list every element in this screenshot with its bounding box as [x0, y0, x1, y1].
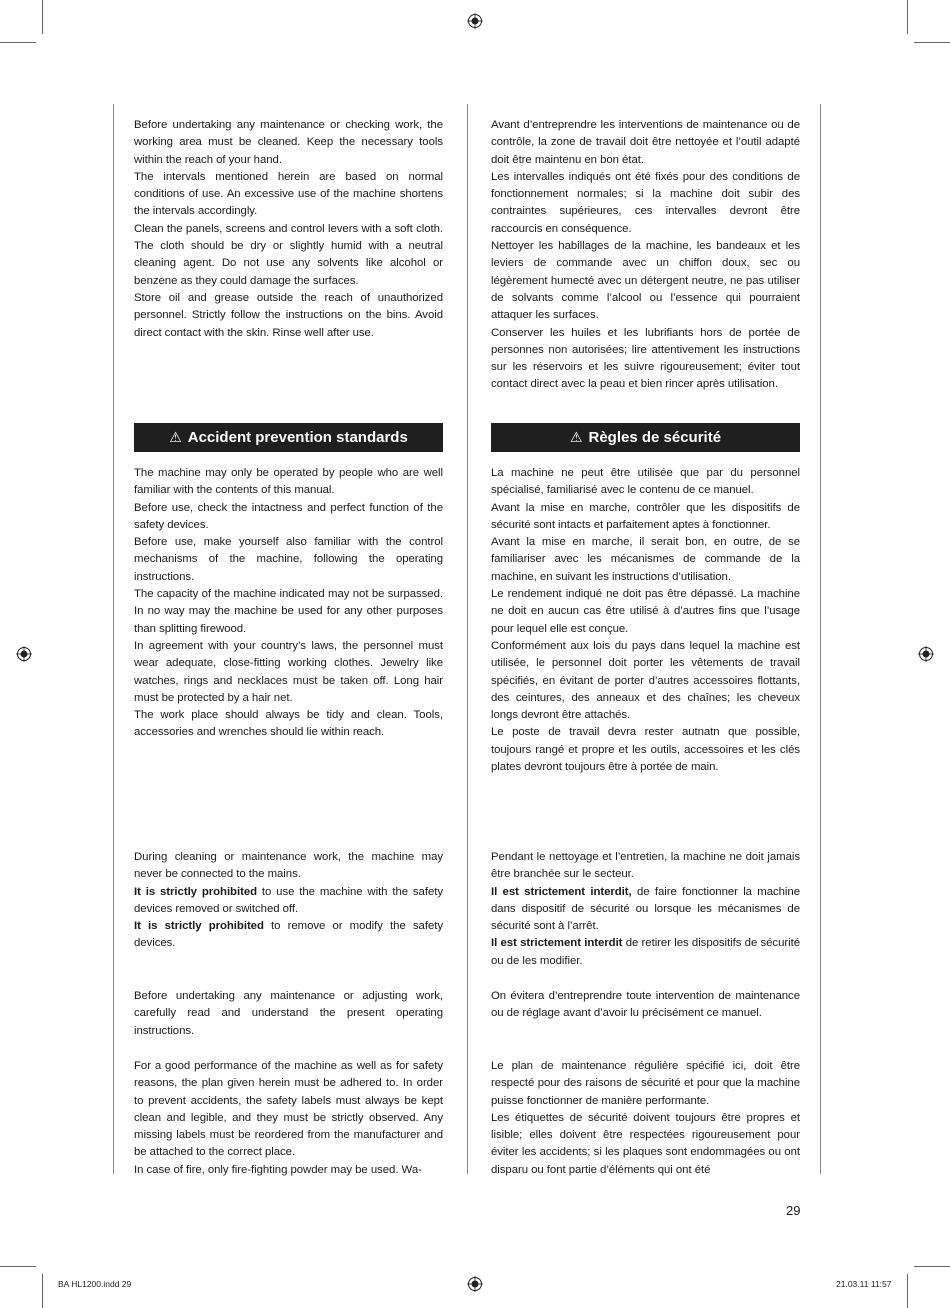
- paragraph: The work place should always be tidy and clean. Tools, accessories and wrenches should lie within reach.: [134, 709, 443, 739]
- paragraph: In case of fire, only fire-fighting powder may be used. Wa-: [134, 1163, 422, 1176]
- paragraph: Before undertaking any maintenance or checking work, the working area must be cleaned. Keep the necessary tools within the reach of your hand.: [134, 119, 443, 166]
- en-accident-section: [134, 465, 443, 742]
- paragraph: Store oil and grease outside the reach of unauthorized personnel. Strictly follow the instructions on the bins. Avoid direct contact with the skin. Rinse well after use.: [134, 291, 443, 339]
- paragraph: Pendant le nettoyage et l’entretien, la machine ne doit jamais être branchée sur le secteur.: [491, 851, 800, 881]
- paragraph: Les intervalles indiqués ont été fixés pour des conditions de fonctionnement normales; si la machine doit subir des contraintes supérieures, ces intervalles devront être raccourcis en conséquence.: [491, 170, 800, 235]
- warning-icon: ⚠: [169, 429, 182, 445]
- registration-mark-icon: [16, 646, 32, 662]
- fr-maintenance-section: [491, 117, 800, 394]
- paragraph: Nettoyer les habillages de la machine, les bandeaux et les leviers de commande avec un chiffon doux, sec ou légèrement humecté avec un détergent neutre, ne pas utiliser de solvants comme l’alcool ou l’essence qui pourraient attaquer les surfaces.: [491, 240, 800, 322]
- column-rule-center: [467, 104, 468, 1174]
- paragraph: During cleaning or maintenance work, the machine may never be connected to the mains.: [134, 851, 443, 881]
- registration-mark-icon: [467, 1276, 483, 1292]
- crop-mark: [42, 1274, 43, 1308]
- bold-prefix: Il est strictement interdit: [491, 937, 623, 950]
- fr-accident-section: [491, 465, 800, 776]
- crop-mark: [914, 42, 950, 43]
- paragraph: For a good performance of the machine as well as for safety reasons, the plan given herein must be adhered to. In order to prevent accidents, the safety labels must always be kept clean and legible, and they must be strictly observed. Any missing labels must be reordered from the manufacturer and be attached to the correct place.: [134, 1060, 443, 1159]
- column-rule-left: [113, 104, 114, 1174]
- paragraph: Il est strictement interdit, de faire fonctionner la machine dans dispositif de sécurité ou lorsque les mécanismes de sécurité sont à l’arrêt.: [491, 885, 800, 933]
- banner-title: Règles de sécurité: [588, 429, 722, 446]
- paragraph: La machine ne peut être utilisée que par du personnel spécialisé, familiarisé avec le contenu de ce manuel.: [491, 467, 800, 497]
- paragraph: Conformément aux lois du pays dans lequel la machine est utilisée, le personnel doit porter les vêtements de travail spécifiés, en évitant de porter d’autres accessoires flottants, des ceintures, des anneaux et des chaînes; les cheveux longs devront être attachés.: [491, 639, 800, 722]
- paragraph: Avant la mise en marche, contrôler que les dispositifs de sécurité sont intacts et parfaitement aptes à fonctionner.: [491, 501, 800, 531]
- bold-prefix: It is strictly prohibited: [134, 920, 264, 933]
- paragraph: It is strictly prohibited to use the machine with the safety devices removed or switched off.: [134, 885, 443, 915]
- en-adjusting-section: [134, 988, 443, 1040]
- en-maintenance-section: [134, 117, 443, 342]
- en-section-banner: [134, 423, 443, 452]
- paragraph: The capacity of the machine indicated may not be surpassed. In no way may the machine be used for any other purposes than splitting firewood.: [134, 588, 443, 635]
- date-slug: 21.03.11 11:57: [836, 1279, 892, 1289]
- paragraph: The intervals mentioned herein are based on normal conditions of use. An excessive use of the machine shortens the intervals accordingly.: [134, 170, 443, 218]
- warning-icon: ⚠: [569, 429, 583, 445]
- crop-mark: [42, 0, 43, 34]
- paragraph: Clean the panels, screens and control levers with a soft cloth. The cloth should be dry or slightly humid with a neutral cleaning agent. Do not use any solvents like alcohol or benzene as they could damage the surfaces.: [134, 222, 443, 287]
- crop-mark: [907, 0, 908, 34]
- fr-cleaning-section: [491, 849, 800, 970]
- paragraph: Before use, make yourself also familiar with the control mechanisms of the machine, following the operating instructions.: [134, 536, 443, 583]
- fr-section-banner: [491, 423, 800, 452]
- paragraph: Le plan de maintenance régulière spécifié ici, doit être respecté pour des raisons de sécurité et pour que la machine puisse fonctionner de manière performante.: [491, 1060, 800, 1107]
- paragraph: Les étiquettes de sécurité doivent toujours être propres et lisible; elles doivent être respectées rigoureusement pour éviter les accidents; si les plaques sont endommagées ou ont disparu ou font partie d’éléments qui ont été: [491, 1111, 800, 1176]
- banner-title: Accident prevention standards: [187, 429, 408, 446]
- paragraph: Avant la mise en marche, il serait bon, en outre, de se familiariser avec les mécanismes de commande de la machine, en suivant les instructions d’utilisation.: [491, 536, 800, 583]
- paragraph: On évitera d’entreprendre toute intervention de maintenance ou de réglage avant d’avoir lu précisément ce manuel.: [491, 990, 800, 1020]
- fr-adjusting-section: [491, 988, 800, 1023]
- paragraph: It is strictly prohibited to remove or modify the safety devices.: [134, 920, 443, 950]
- paragraph: Le poste de travail devra rester autnatn que possible, toujours rangé et propre et les outils, accessoires et les clés plates devront toujours être à portée de main.: [491, 726, 800, 774]
- bold-prefix: Il est strictement interdit,: [491, 885, 632, 898]
- file-slug: BA HL1200.indd 29: [58, 1279, 132, 1289]
- paragraph: Before use, check the intactness and perfect function of the safety devices.: [134, 501, 443, 531]
- paragraph: Le rendement indiqué ne doit pas être dépassé. La machine ne doit en aucun cas être utilisé à d’autres fins que l’usage pour lequel elle est conçue.: [491, 588, 800, 635]
- paragraph: In agreement with your country’s laws, the personnel must wear adequate, close-fitting working clothes. Jewelry like watches, rings and necklaces must be taken off. Long hair must be protected by a hair net.: [134, 639, 443, 704]
- bold-prefix: It is strictly prohibited: [134, 885, 258, 898]
- crop-mark: [914, 1266, 950, 1267]
- registration-mark-icon: [918, 646, 934, 662]
- fr-performance-section: [491, 1058, 800, 1179]
- crop-mark: [0, 42, 36, 43]
- paragraph: The machine may only be operated by people who are well familiar with the contents of this manual.: [134, 467, 443, 497]
- en-cleaning-section: [134, 849, 443, 953]
- page-number: 29: [786, 1203, 801, 1218]
- paragraph: Before undertaking any maintenance or adjusting work, carefully read and understand the present operating instructions.: [134, 990, 443, 1037]
- column-rule-right: [820, 104, 821, 1174]
- paragraph: Conserver les huiles et les lubrifiants hors de portée de personnes non autorisées; lire attentivement les instructions sur les réservoirs et les suivre rigoureusement; éviter tout contact direct avec la peau et bien rincer après utilisation.: [491, 326, 800, 391]
- crop-mark: [907, 1274, 908, 1308]
- registration-mark-icon: [467, 13, 483, 29]
- paragraph: Il est strictement interdit de retirer les dispositifs de sécurité ou de les modifier.: [491, 937, 800, 967]
- crop-mark: [0, 1266, 36, 1267]
- en-performance-section: [134, 1058, 443, 1179]
- paragraph: Avant d’entreprendre les interventions de maintenance ou de contrôle, la zone de travail doit être nettoyée et l’outil adapté doit être maintenu en bon état.: [491, 119, 800, 166]
